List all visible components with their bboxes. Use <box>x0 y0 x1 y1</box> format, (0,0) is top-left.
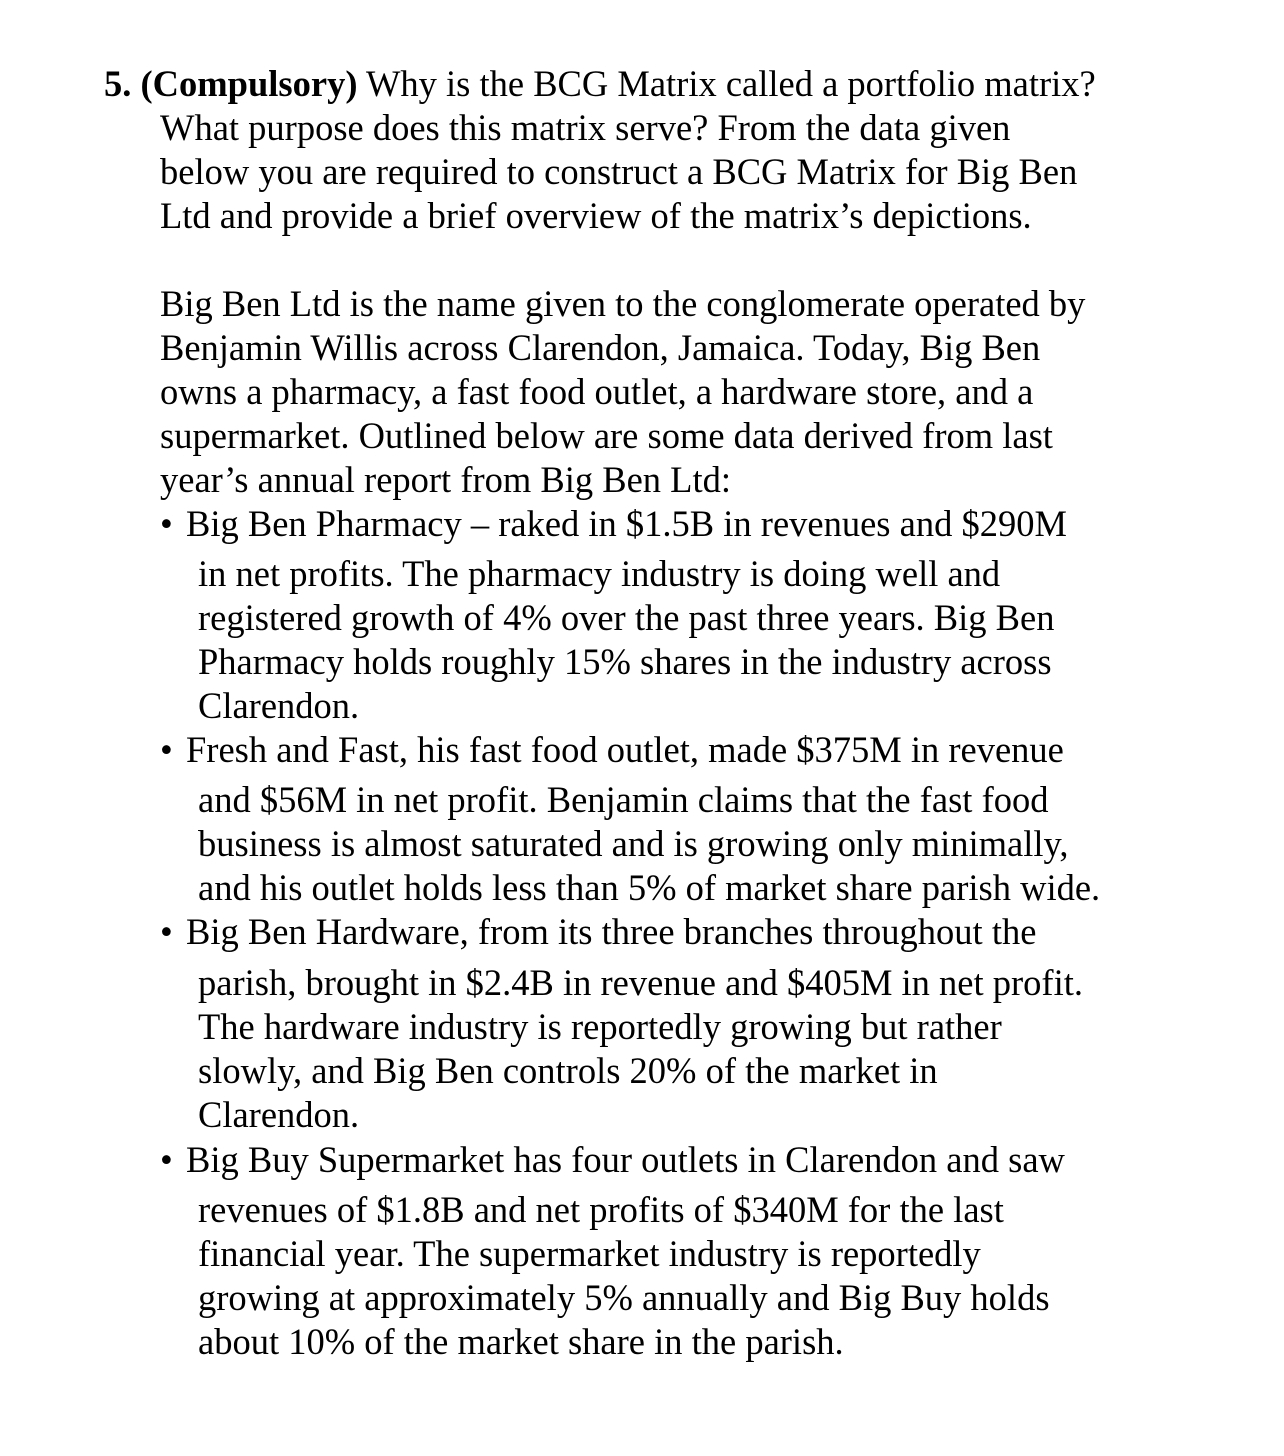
intro-line-1: Big Ben Ltd is the name given to the conglomerate operated by <box>160 283 1086 324</box>
bullet-dot-icon: • <box>160 911 173 952</box>
question-line-4: Ltd and provide a brief overview of the matrix’s depictions. <box>160 195 1032 236</box>
bullet-pharmacy-line-3: registered growth of 4% over the past three years. Big Ben <box>198 597 1055 638</box>
question-line-3: below you are required to construct a BCG Matrix for Big Ben <box>160 151 1078 192</box>
intro-line-2: Benjamin Willis across Clarendon, Jamaica. Today, Big Ben <box>160 327 1041 368</box>
bullet-dot-icon: • <box>160 729 173 770</box>
bullet-hardware-line-2: parish, brought in $2.4B in revenue and $405M in net profit. <box>198 962 1083 1003</box>
intro-line-4: supermarket. Outlined below are some data derived from last <box>160 415 1053 456</box>
bullet-pharmacy-line-5: Clarendon. <box>198 685 360 726</box>
bullet-dot-icon: • <box>160 503 173 544</box>
question-line-1 <box>104 62 1096 106</box>
bullet-fastfood-line-4: and his outlet holds less than 5% of market share parish wide. <box>198 867 1101 908</box>
bullet-supermarket-line-5: about 10% of the market share in the parish. <box>198 1321 844 1362</box>
intro-line-3: owns a pharmacy, a fast food outlet, a hardware store, and a <box>160 371 1034 412</box>
bullet-supermarket-line-3: financial year. The supermarket industry is reportedly <box>198 1233 981 1274</box>
bullet-supermarket-line-4: growing at approximately 5% annually and Big Buy holds <box>198 1277 1050 1318</box>
bullet-hardware-line-3: The hardware industry is reportedly growing but rather <box>198 1006 1002 1047</box>
bullet-hardware-line-1: Big Ben Hardware, from its three branches throughout the <box>186 911 1037 952</box>
bullet-supermarket-line-1: Big Buy Supermarket has four outlets in Clarendon and saw <box>186 1139 1065 1180</box>
bullet-pharmacy-line-4: Pharmacy holds roughly 15% shares in the industry across <box>198 641 1052 682</box>
bullet-hardware-line-4: slowly, and Big Ben controls 20% of the market in <box>198 1050 938 1091</box>
intro-line-5: year’s annual report from Big Ben Ltd: <box>160 459 732 500</box>
bullet-supermarket-line-2: revenues of $1.8B and net profits of $340M for the last <box>198 1189 1004 1230</box>
question-label: (Compulsory) <box>140 63 358 104</box>
bullet-fastfood-line-2: and $56M in net profit. Benjamin claims that the fast food <box>198 779 1049 820</box>
bullet-pharmacy-line-1: Big Ben Pharmacy – raked in $1.5B in revenues and $290M <box>186 503 1067 544</box>
bullet-dot-icon: • <box>160 1139 173 1180</box>
question-text: Why is the BCG Matrix called a portfolio matrix? <box>365 63 1096 104</box>
question-line-2: What purpose does this matrix serve? From the data given <box>160 107 1011 148</box>
bullet-fastfood-line-3: business is almost saturated and is growing only minimally, <box>198 823 1069 864</box>
question-number: 5. <box>104 63 132 104</box>
bullet-hardware-line-5: Clarendon. <box>198 1094 360 1135</box>
bullet-pharmacy-line-2: in net profits. The pharmacy industry is doing well and <box>198 553 1001 594</box>
bullet-fastfood-line-1: Fresh and Fast, his fast food outlet, made $375M in revenue <box>186 729 1064 770</box>
